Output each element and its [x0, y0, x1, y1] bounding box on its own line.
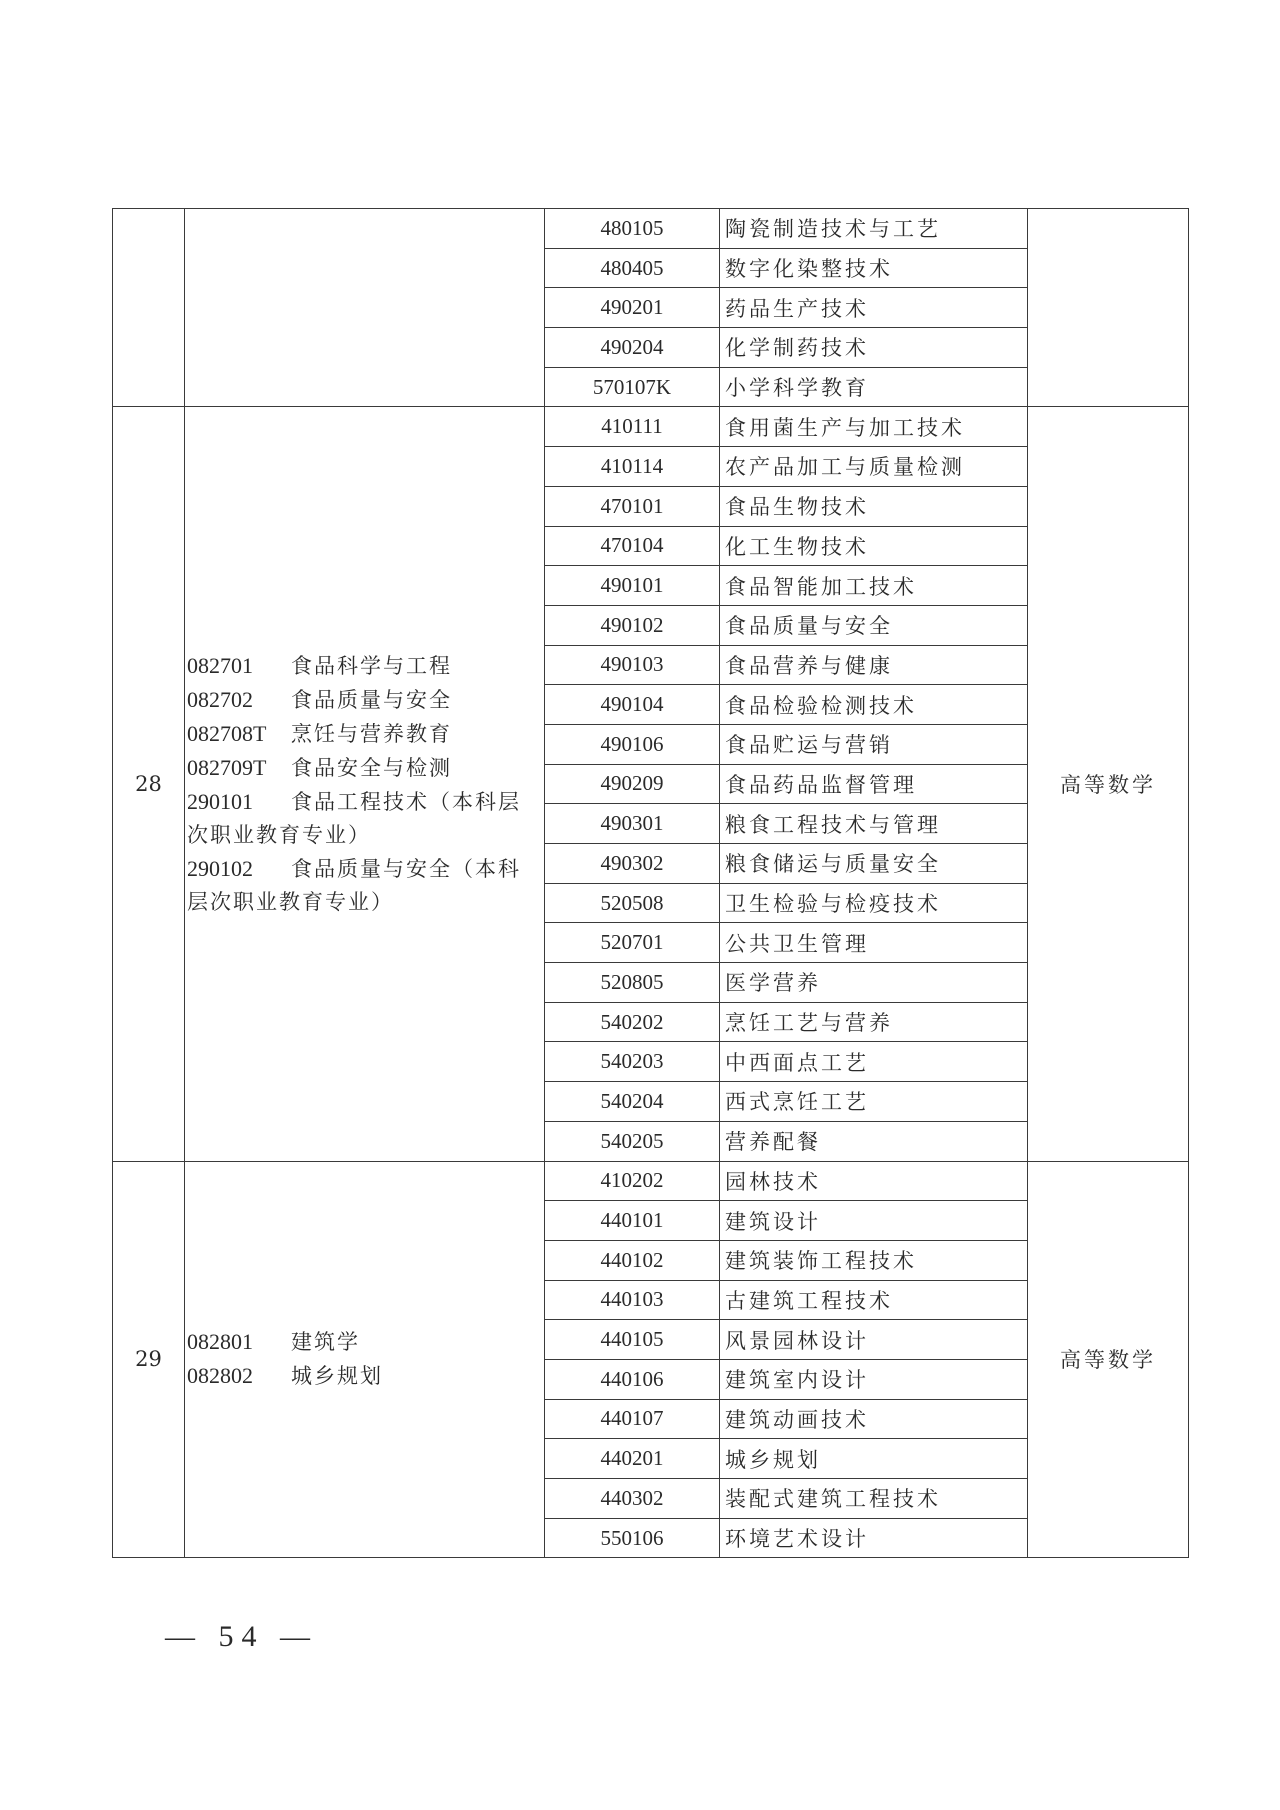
vocational-code-cell: 540202: [545, 1002, 720, 1042]
major-name: 建筑学: [291, 1330, 360, 1355]
vocational-code-cell: 440101: [545, 1201, 720, 1241]
vocational-code-cell: 490102: [545, 605, 720, 645]
exam-subject-cell: 高等数学: [1028, 407, 1189, 1161]
vocational-name-cell: 食品药品监督管理: [720, 764, 1028, 804]
vocational-name-cell: 化工生物技术: [720, 526, 1028, 566]
major-mapping-table: [112, 208, 1189, 1558]
vocational-name-cell: 粮食储运与质量安全: [720, 844, 1028, 884]
vocational-name-cell: 农产品加工与质量检测: [720, 447, 1028, 487]
major-list: [185, 649, 544, 919]
vocational-name-cell: 食品质量与安全: [720, 605, 1028, 645]
undergrad-majors-cell: [185, 1161, 545, 1558]
major-code: 082701: [187, 652, 253, 678]
vocational-code-cell: 410111: [545, 407, 720, 447]
major-item: [187, 1325, 542, 1359]
major-code: 082709T: [187, 754, 267, 780]
vocational-name-cell: 粮食工程技术与管理: [720, 804, 1028, 844]
vocational-name-cell: 化学制药技术: [720, 328, 1028, 368]
vocational-name-cell: 风景园林设计: [720, 1320, 1028, 1360]
vocational-name-cell: 食品生物技术: [720, 486, 1028, 526]
undergrad-majors-cell: [185, 209, 545, 407]
major-code: 290102: [187, 855, 253, 881]
vocational-code-cell: 520508: [545, 883, 720, 923]
major-code: 290101: [187, 788, 253, 814]
vocational-name-cell: 公共卫生管理: [720, 923, 1028, 963]
major-name: 城乡规划: [291, 1364, 383, 1389]
major-name: 食品质量与安全（本科层次职业教育专业）: [187, 856, 521, 914]
major-code: 082802: [187, 1363, 253, 1389]
vocational-name-cell: 食品贮运与营销: [720, 724, 1028, 764]
vocational-code-cell: 470101: [545, 486, 720, 526]
group-number-cell: 28: [113, 407, 185, 1161]
vocational-name-cell: 小学科学教育: [720, 367, 1028, 407]
vocational-code-cell: 570107K: [545, 367, 720, 407]
exam-subject-cell: [1028, 209, 1189, 407]
vocational-code-cell: 490101: [545, 566, 720, 606]
vocational-name-cell: 药品生产技术: [720, 288, 1028, 328]
vocational-name-cell: 烹饪工艺与营养: [720, 1002, 1028, 1042]
vocational-name-cell: 园林技术: [720, 1161, 1028, 1201]
table-row: [113, 209, 1189, 249]
vocational-name-cell: 建筑室内设计: [720, 1359, 1028, 1399]
table-row: [113, 1161, 1189, 1201]
vocational-name-cell: 医学营养: [720, 963, 1028, 1003]
exam-subject-cell: 高等数学: [1028, 1161, 1189, 1558]
major-item: [187, 785, 542, 852]
vocational-code-cell: 540204: [545, 1082, 720, 1122]
major-code: 082702: [187, 686, 253, 712]
vocational-name-cell: 食品智能加工技术: [720, 566, 1028, 606]
vocational-code-cell: 490103: [545, 645, 720, 685]
vocational-code-cell: 440302: [545, 1479, 720, 1519]
vocational-code-cell: 540205: [545, 1121, 720, 1161]
vocational-code-cell: 490209: [545, 764, 720, 804]
vocational-name-cell: 建筑动画技术: [720, 1399, 1028, 1439]
major-name: 食品工程技术（本科层次职业教育专业）: [187, 789, 521, 847]
vocational-name-cell: 中西面点工艺: [720, 1042, 1028, 1082]
major-code: 082708T: [187, 720, 267, 746]
vocational-name-cell: 卫生检验与检疫技术: [720, 883, 1028, 923]
major-name: 烹饪与营养教育: [291, 721, 452, 746]
vocational-name-cell: 环境艺术设计: [720, 1518, 1028, 1558]
vocational-code-cell: 490302: [545, 844, 720, 884]
vocational-name-cell: 城乡规划: [720, 1439, 1028, 1479]
table-row: [113, 407, 1189, 447]
vocational-code-cell: 440201: [545, 1439, 720, 1479]
vocational-code-cell: 490104: [545, 685, 720, 725]
major-item: [187, 683, 542, 717]
vocational-code-cell: 410114: [545, 447, 720, 487]
group-number-cell: [113, 209, 185, 407]
vocational-name-cell: 食品检验检测技术: [720, 685, 1028, 725]
vocational-name-cell: 陶瓷制造技术与工艺: [720, 209, 1028, 249]
vocational-code-cell: 440105: [545, 1320, 720, 1360]
vocational-code-cell: 410202: [545, 1161, 720, 1201]
vocational-code-cell: 440103: [545, 1280, 720, 1320]
vocational-code-cell: 520805: [545, 963, 720, 1003]
vocational-name-cell: 西式烹饪工艺: [720, 1082, 1028, 1122]
major-item: [187, 649, 542, 683]
vocational-name-cell: 食品营养与健康: [720, 645, 1028, 685]
major-item: [187, 717, 542, 751]
vocational-name-cell: 装配式建筑工程技术: [720, 1479, 1028, 1519]
major-name: 食品质量与安全: [291, 687, 452, 712]
vocational-code-cell: 470104: [545, 526, 720, 566]
vocational-code-cell: 440106: [545, 1359, 720, 1399]
vocational-code-cell: 550106: [545, 1518, 720, 1558]
vocational-name-cell: 数字化染整技术: [720, 248, 1028, 288]
vocational-code-cell: 490106: [545, 724, 720, 764]
vocational-code-cell: 490204: [545, 328, 720, 368]
vocational-code-cell: 440107: [545, 1399, 720, 1439]
page-number: — 54 —: [165, 1620, 318, 1653]
vocational-code-cell: 480105: [545, 209, 720, 249]
table-body: [113, 209, 1189, 1558]
vocational-name-cell: 建筑设计: [720, 1201, 1028, 1241]
major-item: [187, 852, 542, 919]
vocational-name-cell: 古建筑工程技术: [720, 1280, 1028, 1320]
group-number-cell: 29: [113, 1161, 185, 1558]
major-code: 082801: [187, 1329, 253, 1355]
vocational-code-cell: 520701: [545, 923, 720, 963]
major-name: 食品科学与工程: [291, 653, 452, 678]
vocational-name-cell: 建筑装饰工程技术: [720, 1240, 1028, 1280]
undergrad-majors-cell: [185, 407, 545, 1161]
major-item: [187, 751, 542, 785]
major-list: [185, 1325, 544, 1393]
vocational-name-cell: 食用菌生产与加工技术: [720, 407, 1028, 447]
vocational-code-cell: 480405: [545, 248, 720, 288]
vocational-code-cell: 440102: [545, 1240, 720, 1280]
vocational-name-cell: 营养配餐: [720, 1121, 1028, 1161]
vocational-code-cell: 490301: [545, 804, 720, 844]
major-name: 食品安全与检测: [291, 755, 452, 780]
vocational-code-cell: 540203: [545, 1042, 720, 1082]
vocational-code-cell: 490201: [545, 288, 720, 328]
major-item: [187, 1359, 542, 1393]
